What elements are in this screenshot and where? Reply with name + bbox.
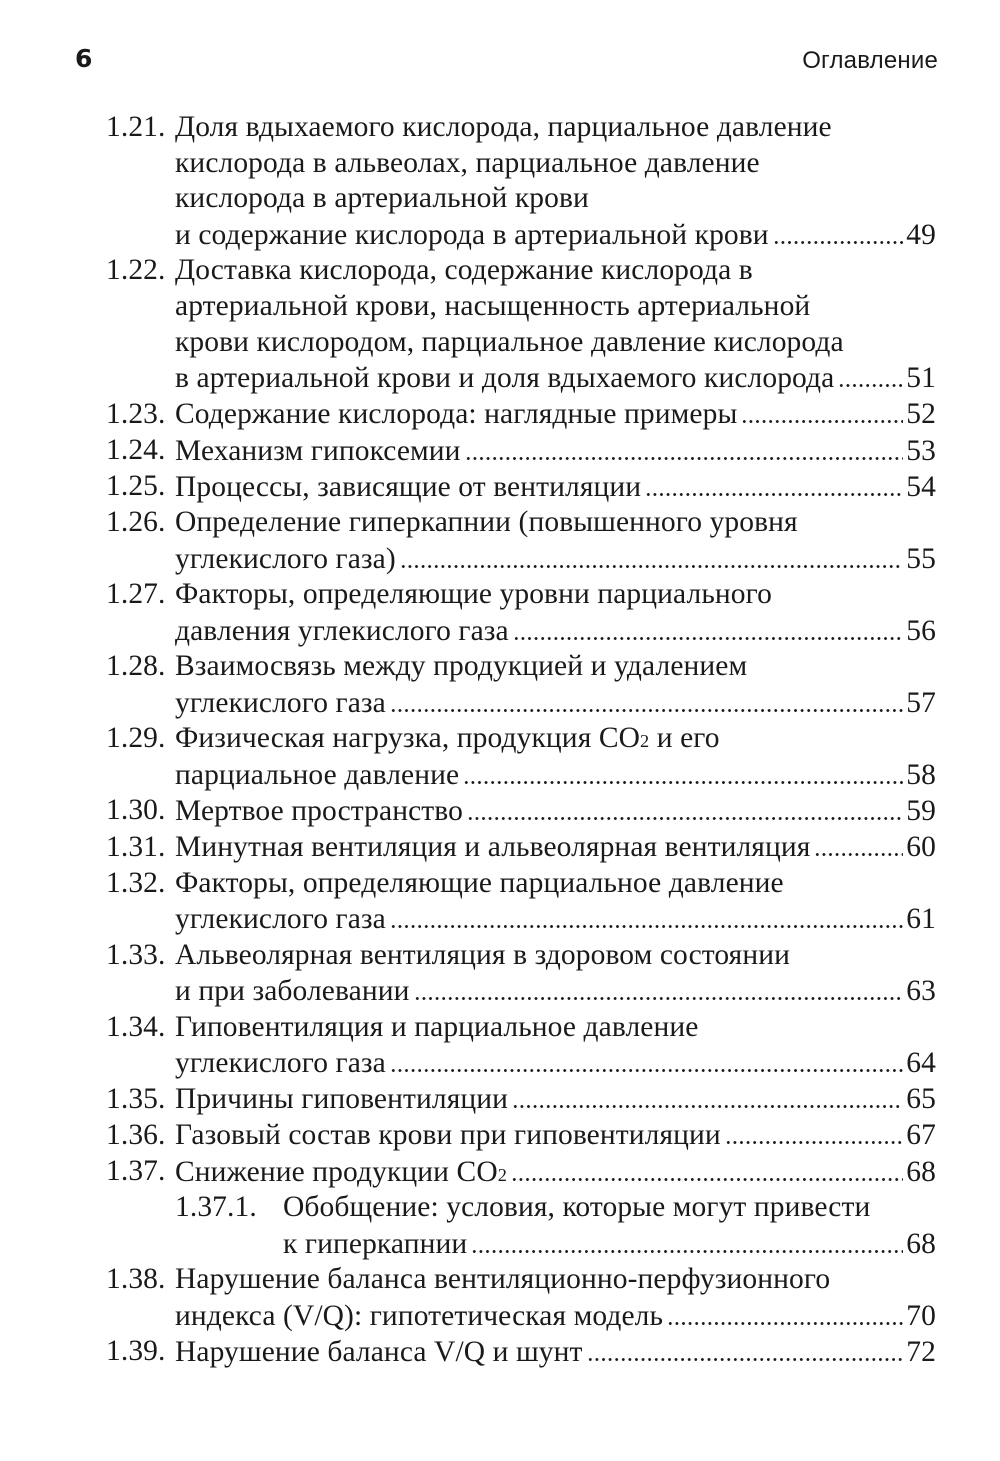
toc-entry-title <box>175 830 936 866</box>
toc-title-last-line <box>175 1082 936 1118</box>
toc-page-number: 68 <box>906 1155 936 1188</box>
toc-page-number: 65 <box>906 1083 936 1116</box>
toc-entry-number: 1.39. <box>106 1335 166 1368</box>
toc-page-number: 67 <box>906 1119 936 1152</box>
toc-title-text: Физическая нагрузка, продукция CO <box>175 722 641 755</box>
toc-title-line: кислорода в альвеолах, парциальное давление <box>175 146 760 179</box>
toc-entry[interactable] <box>106 1154 936 1190</box>
toc-title-line: Доставка кислорода, содержание кислорода в <box>175 254 753 287</box>
toc-title-last-line <box>175 1118 936 1154</box>
dot-leader <box>414 974 904 1001</box>
toc-title-text: углекислого газа <box>175 1046 386 1079</box>
dot-leader <box>645 470 903 497</box>
dot-leader <box>465 434 903 461</box>
toc-entry[interactable] <box>106 505 936 577</box>
toc-entry-title <box>175 253 936 396</box>
toc-title-last-line <box>175 901 936 937</box>
toc-page-number: 56 <box>906 614 936 647</box>
toc-title-text: индекса (V/Q): гипотетическая модель <box>175 1299 664 1332</box>
toc-entry[interactable] <box>106 1082 936 1118</box>
toc-title-text: Нарушение баланса V/Q и шунт <box>175 1335 583 1368</box>
toc-entry-number: 1.32. <box>106 866 166 899</box>
toc-title-line: Факторы, определяющие парциальное давление <box>175 866 784 899</box>
toc-title-text: Содержание кислорода: наглядные примеры <box>175 398 738 431</box>
toc-title-last-line <box>175 793 936 829</box>
toc-entry-title <box>175 793 936 829</box>
toc-page-number: 51 <box>906 362 936 395</box>
toc-entry-number: 1.33. <box>106 938 166 971</box>
toc-page-number: 68 <box>906 1227 936 1260</box>
toc-title-line: Альвеолярная вентиляция в здоровом состоянии <box>175 938 791 971</box>
toc-title-last-line <box>283 1226 936 1262</box>
table-of-contents <box>106 110 936 1371</box>
toc-entry[interactable] <box>106 793 936 829</box>
toc-entry-title <box>175 1334 936 1370</box>
dot-leader <box>463 758 903 785</box>
toc-title-text: и при заболевании <box>175 974 410 1007</box>
toc-entry[interactable] <box>106 253 936 396</box>
toc-entry[interactable] <box>106 721 936 793</box>
toc-entry[interactable] <box>106 397 936 433</box>
toc-title-line: Факторы, определяющие уровни парциального <box>175 578 772 611</box>
toc-title-line: Доля вдыхаемого кислорода, парциальное давление <box>175 111 832 143</box>
dot-leader <box>467 794 903 821</box>
toc-title-last-line <box>175 830 936 866</box>
toc-entry-number: 1.29. <box>106 722 166 755</box>
toc-title-line: Обобщение: условия, которые могут привести <box>283 1191 871 1224</box>
toc-title-text: углекислого газа) <box>175 542 396 575</box>
toc-page-number: 59 <box>906 794 936 827</box>
toc-title-last-line <box>175 360 936 396</box>
toc-entry[interactable] <box>106 938 936 1010</box>
dot-leader <box>512 1083 903 1110</box>
dot-leader <box>741 398 903 425</box>
running-head: Оглавление <box>802 47 938 74</box>
toc-title-line: Нарушение баланса вентиляционно-перфузионного <box>175 1263 831 1296</box>
toc-title-last-line: Снижение продукции CO 2 68 <box>175 1154 936 1190</box>
toc-title-text: Газовый состав крови при гиповентиляции <box>175 1119 721 1152</box>
toc-entry-number: 1.26. <box>106 506 166 539</box>
toc-page-number: 63 <box>906 974 936 1007</box>
toc-page-number: 61 <box>906 903 936 936</box>
toc-title-text: и содержание кислорода в артериальной крови <box>175 218 769 251</box>
toc-page-number: 49 <box>906 218 936 251</box>
toc-page-number: 55 <box>906 542 936 575</box>
toc-entry-title <box>175 1262 936 1334</box>
toc-entry-title <box>175 433 936 469</box>
toc-entry[interactable] <box>106 110 936 253</box>
toc-entry[interactable] <box>106 1262 936 1334</box>
toc-entry-number: 1.36. <box>106 1118 166 1151</box>
toc-title-text: Процессы, зависящие от вентиляции <box>175 470 642 503</box>
dot-leader <box>390 902 903 929</box>
toc-entry-number: 1.25. <box>106 470 166 503</box>
toc-page-number: 72 <box>906 1335 936 1368</box>
dot-leader <box>513 614 903 641</box>
toc-entry-number: 1.37.1. <box>175 1191 257 1224</box>
toc-entry-title <box>175 1082 936 1118</box>
toc-entry-number: 1.30. <box>106 794 166 827</box>
toc-indent <box>106 1190 175 1262</box>
toc-entry-title <box>175 505 936 577</box>
toc-title-text: и его <box>649 722 720 755</box>
toc-title-text: к гиперкапнии <box>283 1227 468 1260</box>
toc-entry-number: 1.38. <box>106 1263 166 1296</box>
toc-title-last-line <box>175 757 936 793</box>
toc-page-number: 52 <box>906 398 936 431</box>
toc-entry-title <box>175 721 936 793</box>
toc-title-text: Снижение продукции CO <box>175 1155 498 1188</box>
toc-entry-number: 1.34. <box>106 1010 166 1043</box>
toc-entry-number: 1.27. <box>106 578 166 611</box>
toc-title-line: Физическая нагрузка, продукция CO 2 и его <box>175 721 936 757</box>
toc-title-text: Мертвое пространство <box>175 794 463 827</box>
dot-leader <box>400 542 903 569</box>
toc-entry[interactable] <box>106 1334 936 1370</box>
toc-title-text: в артериальной крови и доля вдыхаемого кислорода <box>175 362 835 395</box>
toc-title-last-line <box>175 433 936 469</box>
toc-entry-number: 1.23. <box>106 397 166 430</box>
toc-page-number: 60 <box>906 831 936 864</box>
dot-leader <box>814 831 903 858</box>
toc-title-line: крови кислородом, парциальное давление кислорода <box>175 325 844 358</box>
toc-title-last-line <box>175 469 936 505</box>
toc-title-last-line <box>175 685 936 721</box>
toc-entry-title <box>175 110 936 253</box>
toc-entry[interactable] <box>106 649 936 721</box>
toc-page-number: 58 <box>906 758 936 791</box>
toc-page-number: 64 <box>906 1046 936 1079</box>
toc-entry[interactable] <box>106 866 936 938</box>
toc-title-text: Механизм гипоксемии <box>175 434 461 467</box>
toc-entry-title <box>175 1154 936 1190</box>
toc-title-last-line <box>175 973 936 1009</box>
toc-entry-title <box>175 469 936 505</box>
dot-leader <box>390 1046 903 1073</box>
toc-title-text: давления углекислого газа <box>175 614 509 647</box>
dot-leader <box>838 361 903 388</box>
toc-title-text: углекислого газа <box>175 686 386 719</box>
toc-entry-number: 1.24. <box>106 433 166 466</box>
dot-leader <box>511 1155 903 1182</box>
toc-page-number: 70 <box>906 1299 936 1332</box>
toc-title-line: Гиповентиляция и парциальное давление <box>175 1010 699 1043</box>
toc-entry-number: 1.37. <box>106 1155 166 1188</box>
toc-title-last-line <box>175 613 936 649</box>
dot-leader <box>587 1335 903 1362</box>
page-number: 6 <box>75 44 93 73</box>
dot-leader <box>725 1119 903 1146</box>
toc-title-text: углекислого газа <box>175 903 386 936</box>
toc-entry[interactable] <box>106 1118 936 1154</box>
dot-leader <box>773 218 903 245</box>
toc-entry[interactable] <box>106 433 936 469</box>
dot-leader <box>471 1227 903 1254</box>
toc-title-text: Причины гиповентиляции <box>175 1083 509 1116</box>
toc-entry-title <box>175 397 936 433</box>
toc-entry-number: 1.21. <box>106 111 166 143</box>
toc-subentry[interactable] <box>106 1190 936 1262</box>
toc-entry-title <box>175 1010 936 1082</box>
toc-page-number: 57 <box>906 686 936 719</box>
toc-page-number: 54 <box>906 470 936 503</box>
toc-entry-title <box>175 577 936 649</box>
toc-entry-number: 1.22. <box>106 254 166 287</box>
toc-title-text: Минутная вентиляция и альвеолярная вентиляция <box>175 831 811 864</box>
toc-title-last-line <box>175 1334 936 1370</box>
toc-title-line: артериальной крови, насыщенность артериальной <box>175 290 811 323</box>
toc-entry-title <box>175 649 936 721</box>
toc-entry-number: 1.35. <box>106 1082 166 1115</box>
toc-entry[interactable] <box>106 577 936 649</box>
toc-title-line: кислорода в артериальной крови <box>175 182 589 215</box>
toc-title-last-line <box>175 397 936 433</box>
toc-entry-number: 1.28. <box>106 650 166 683</box>
toc-entry-title <box>283 1190 936 1262</box>
toc-title-text: парциальное давление <box>175 758 460 791</box>
dot-leader <box>390 686 903 713</box>
toc-entry-number: 1.31. <box>106 830 166 863</box>
toc-entry[interactable] <box>106 469 936 505</box>
toc-entry[interactable] <box>106 830 936 866</box>
toc-title-last-line <box>175 1045 936 1081</box>
toc-title-line: Определение гиперкапнии (повышенного уровня <box>175 506 798 539</box>
toc-title-last-line <box>175 217 936 253</box>
toc-title-last-line <box>175 541 936 577</box>
dot-leader <box>667 1299 903 1326</box>
toc-title-last-line <box>175 1298 936 1334</box>
toc-title-line: Взаимосвязь между продукцией и удалением <box>175 650 748 683</box>
toc-entry[interactable] <box>106 1010 936 1082</box>
toc-entry-title <box>175 938 936 1010</box>
toc-page-number: 53 <box>906 434 936 467</box>
toc-entry-title <box>175 866 936 938</box>
toc-entry-title <box>175 1118 936 1154</box>
